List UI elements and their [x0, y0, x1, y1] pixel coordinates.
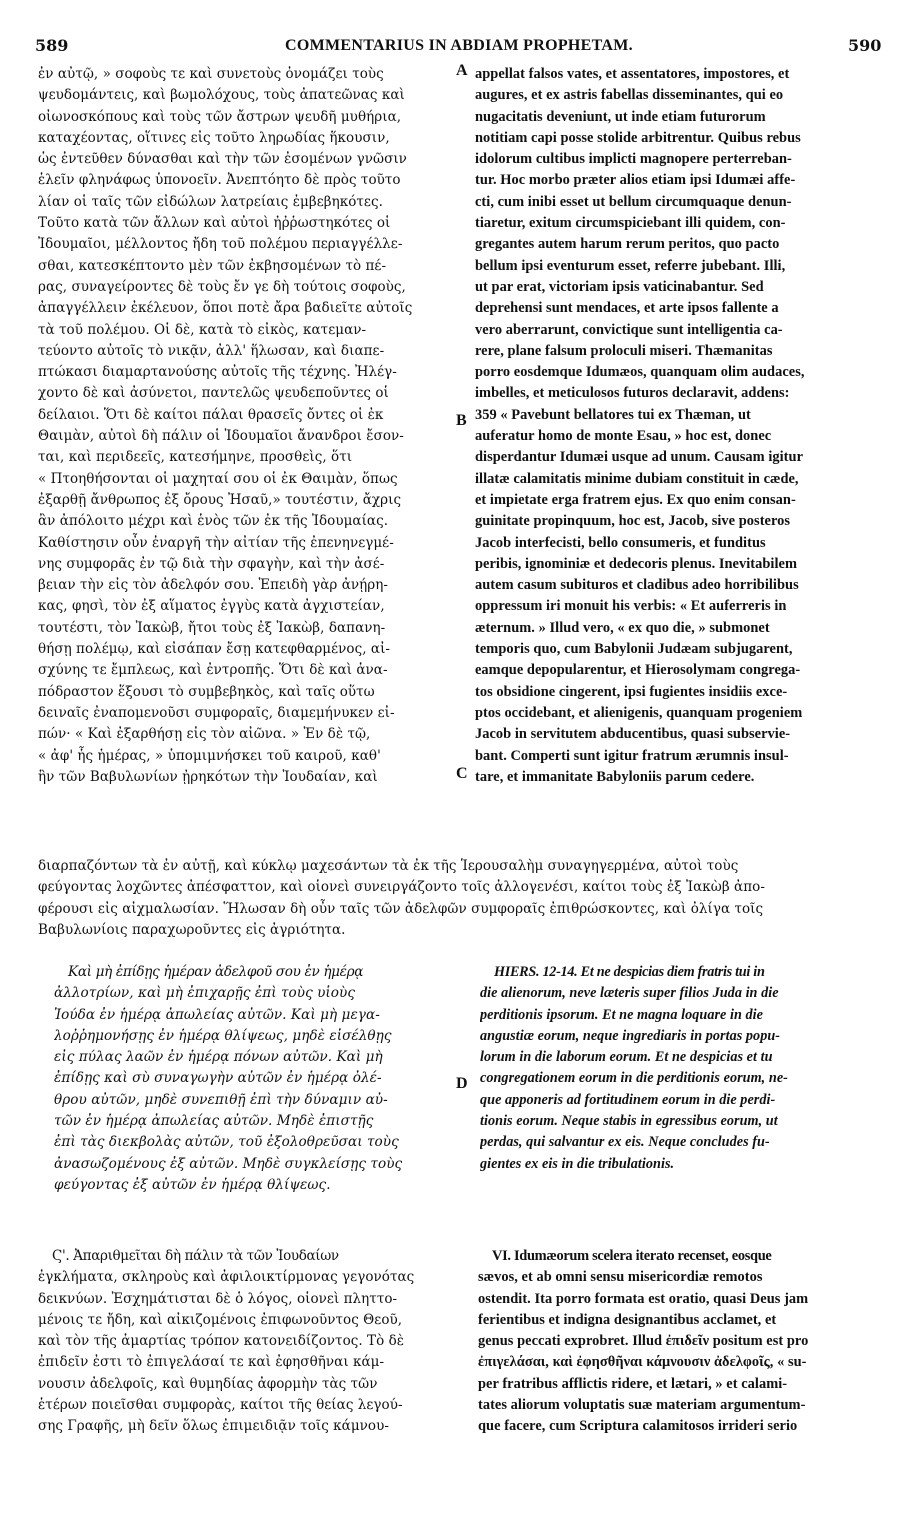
page-title: COMMENTARIUS IN ABDIAM PROPHETAM. [285, 37, 633, 54]
text-line: πτώκασι διαμαρτανούσης αὐτοῖς τῆς τέχνης. Ἠλέγ- [38, 364, 397, 381]
text-line: et impietate erga fratrem ejus. Ex quo enim consan- [475, 491, 796, 508]
margin-mark-c: C [456, 765, 468, 782]
text-line: « Πτοηθήσονται οἱ μαχηταί σου οἱ ἐκ Θαιμὰν, ὅπως [38, 470, 398, 487]
text-line: æternum. » Illud vero, « ex quo die, » submonet [475, 619, 770, 636]
text-line: bant. Comperti sunt igitur fratrum ærumnis insul- [475, 747, 789, 764]
text-line: disperdantur Idumæi usque ad unum. Causam igitur [475, 449, 804, 466]
text-line: ἑλεῖν φληνάφως ὑπονοεῖν. Ἀνεπτόητο δὲ πρὸς τοῦτο [38, 172, 401, 189]
latin-verse-column [480, 962, 886, 1175]
text-line: τεύοντο αὐτοῖς τὸ νικᾷν, ἀλλ' ἥλωσαν, καὶ διαπε- [38, 342, 385, 359]
text-line: λίαν οἱ ταῖς τῶν εἰδώλων λατρείαις ἐμβεβηκότες. [38, 193, 383, 210]
text-line: tare, et immanitate Babyloniis parum cedere. [475, 768, 755, 785]
page-number-right: 590 [848, 36, 882, 55]
margin-mark-b: B [456, 412, 467, 429]
text-line: tionis eorum. Neque stabis in egressibus eorum, ut [480, 1113, 778, 1130]
text-line: « ἀφ' ἧς ἡμέρας, » ὑπομιμνήσκει τοῦ καιροῦ, καθ' [38, 747, 381, 764]
text-line: ἣν τῶν Βαβυλωνίων ᾐρηκότων τὴν Ἰουδαίαν, καὶ [38, 768, 378, 785]
text-line: angustiæ eorum, neque ingrediaris in portas popu- [480, 1027, 781, 1044]
text-line: illatæ calamitatis minime dubiam constituit in cæde, [475, 470, 799, 487]
text-line: tos obsidione cingerent, ipsi fugientes insidiis exce- [475, 683, 788, 700]
text-line: die alienorum, neve læteris super filios Juda in die [480, 985, 779, 1002]
text-line: θρου αὐτῶν, μηδὲ συνεπιθῇ ἐπὶ τὴν δύναμιν αὐ- [54, 1091, 388, 1108]
text-line: perdas, qui salvantur ex eis. Neque concludes fu- [480, 1134, 770, 1151]
text-line: Καθίστησιν οὖν ἐναργῆ τὴν αἰτίαν τῆς ἐπενηνεγμέ- [38, 534, 394, 551]
text-line: τὰ τοῦ πολέμου. Οἱ δὲ, κατὰ τὸ εἰκὸς, κατεμαν- [38, 321, 367, 338]
text-line: δεικνύων. Ἐσχημάτισται δὲ ὁ λόγος, οἱονεὶ πληττο- [38, 1290, 398, 1307]
margin-mark-a: A [456, 62, 468, 79]
text-line: νης συμφορᾶς ἐν τῷ διὰ τὴν σφαγὴν, καὶ τὴν ἀσέ- [38, 555, 385, 572]
text-line: φεύγοντας ἐξ αὐτῶν ἐν ἡμέρᾳ θλίψεως. [54, 1176, 331, 1193]
text-line: φεύγοντας λοχῶντες ἀπέσφαττον, καὶ οἱονεὶ συνειργάζοντο τοῖς ἀλλογενέσι, καίτοι τοὺς ἐξ Ἰακὼβ ἀπο- [38, 879, 765, 896]
text-line: καταχέοντας, οἵτινες εἰς τοῦτο ληρωδίας ἥκουσιν, [38, 129, 390, 146]
text-line: Βαβυλωνίοις παραχωροῦντες εἰς ἀγριότητα. [38, 921, 346, 938]
greek-commentary-column [38, 1246, 458, 1438]
text-line: ἐγκλήματα, σκληροὺς καὶ ἀφιλοικτίρμονας γεγονότας [38, 1269, 415, 1286]
text-line: Jacob in servitutem abducentibus, quasi subservie- [475, 726, 791, 743]
text-line: imbelles, et meticulosos futuros declaravit, addens: [475, 385, 790, 402]
text-line: σθαι, κατεσκέπτοντο μὲν τῶν ἐκβησομένων τὸ πέ- [38, 257, 387, 274]
text-line: πόδραστον ἕξουσι τὸ συμβεβηκὸς, καὶ ταῖς οὕτω [38, 683, 375, 700]
text-line: ἐπιγελάσαι, καὶ ἐφησθῆναι κάμνουσιν ἀδελφοῖς, « su- [478, 1354, 807, 1371]
text-line: Ἰούδα ἐν ἡμέρᾳ ἀπωλείας αὐτῶν. Καὶ μὴ μεγα- [54, 1006, 380, 1023]
text-line: Τοῦτο κατὰ τῶν ἄλλων καὶ αὐτοὶ ἠῤῥωστηκότες οἱ [38, 215, 391, 232]
text-line: ἀλλοτρίων, καὶ μὴ ἐπιχαρῇς ἐπὶ τοὺς υἱοὺς [54, 985, 356, 1002]
text-line: HIERS. 12-14. Et ne despicias diem fratris tui in [494, 964, 765, 980]
text-line: rere, plane falsum proloculi miseri. Thæmanitas [475, 342, 773, 359]
text-line: que apponeris ad fortitudinem eorum in die perdi- [480, 1091, 776, 1108]
text-line: tur. Hoc morbo præter alios etiam ipsi Idumæi affe- [475, 172, 796, 189]
text-line: ἐξαρθῇ ἄνθρωπος ἐξ ὄρους Ἠσαῦ,» τουτέστιν, ἄχρις [38, 491, 402, 508]
text-line: μένοις τε ἤδη, καὶ αἰκιζομένοις ἐπιφωνοῦντος Θεοῦ, [38, 1311, 403, 1328]
text-line: idolorum cultibus implicti magnopere perterreban- [475, 151, 792, 168]
text-line: ἂν ἀπόλοιτο μέχρι καὶ ἑνὸς τῶν ἐκ τῆς Ἰδουμαίας. [38, 513, 389, 530]
text-line: porro eosdemque Idumæos, quanquam olim audaces, [475, 364, 805, 381]
text-line: deprehensi sunt mendaces, et arte ipsos fallente a [475, 300, 779, 317]
text-line: guinitate propinquum, hoc est, Jacob, sive posteros [475, 513, 791, 530]
page-number-left: 589 [35, 36, 69, 55]
text-line: tates aliorum voluptatis suæ materiam argumentum- [478, 1397, 806, 1414]
latin-commentary-column [478, 1246, 888, 1438]
text-line: gientes ex eis in die tribulationis. [480, 1155, 675, 1172]
margin-mark-d: D [456, 1075, 468, 1092]
text-line: τουτέστι, τὸν Ἰακὼβ, ἤτοι τοὺς ἐξ Ἰακὼβ, δαπανη- [38, 619, 386, 636]
text-line: lorum in die laborum eorum. Et ne despicias et tu [480, 1049, 773, 1066]
text-line: ται, καὶ περιδεεῖς, κατεσήμηνε, προσθεὶς, ὅτι [38, 449, 353, 466]
greek-verse-column [54, 962, 454, 1196]
text-line: βειαν τὴν εἰς τὸν ἀδελφόν σου. Ἐπειδὴ γὰρ ἀνῄρη- [38, 577, 388, 594]
text-line: θήσῃ πολέμῳ, καὶ εἰσάπαν ἔσῃ κατεφθαρμένος, αἰ- [38, 641, 391, 658]
text-line: πών· « Καὶ ἐξαρθήσῃ εἰς τὸν αἰῶνα. » Ἐν δὲ τῷ, [38, 726, 371, 743]
text-line: per fratribus afflictis ridere, et lætari, » et calami- [478, 1375, 788, 1392]
text-line: perditionis ipsorum. Et ne magna loquare in die [480, 1006, 763, 1023]
latin-main-column [475, 64, 885, 788]
text-line: ptos occidebant, et alienigenis, quanquam progeniem [475, 704, 803, 721]
text-line: Jacob interfecisti, bello consumeris, et funditus [475, 534, 766, 551]
text-line: ὡς ἐντεῦθεν δύνασθαι καὶ τὴν τῶν ἐσομένων γνῶσιν [38, 151, 407, 168]
text-line: autem casum subituros et cladibus adeo horribilibus [475, 577, 799, 594]
text-line: eamque depopularentur, et Hierosolymam congrega- [475, 662, 801, 679]
text-line: ἀπαγγέλλειν ἐκέλευον, ὅποι ποτὲ ἄρα βαδιεῖτε αὐτοῖς [38, 300, 413, 317]
text-line: tiaretur, exitum circumspiciebant illi quidem, con- [475, 215, 786, 232]
text-line: Καὶ μὴ ἐπίδῃς ἡμέραν ἀδελφοῦ σου ἐν ἡμέρᾳ [68, 964, 364, 980]
text-line: 359 « Pavebunt bellatores tui ex Thæman, ut [475, 406, 751, 423]
text-line: sævos, et ab omni sensu misericordiæ remotos [478, 1269, 763, 1286]
text-line: que facere, cum Scriptura calamitosos irrideri serio [478, 1418, 798, 1435]
text-line: τῶν ἐν ἡμέρᾳ ἀπωλείας αὐτῶν. Μηδὲ ἐπιστῇς [54, 1113, 374, 1130]
text-line: εἰς πύλας λαῶν ἐν ἡμέρᾳ πόνων αὐτῶν. Καὶ μὴ [54, 1049, 383, 1066]
text-line: ἐπὶ τὰς διεκβολὰς αὐτῶν, τοῦ ἐξολοθρεῦσαι τοὺς [54, 1134, 399, 1151]
text-line: ut par erat, victoriam ipsis vaticinabantur. Sed [475, 278, 764, 295]
text-line: νουσιν ἀδελφοῖς, καὶ θυμηδίας ἀφορμὴν τὰς τῶν [38, 1375, 378, 1392]
text-line: auferatur homo de monte Esau, » hoc est, donec [475, 428, 772, 445]
text-line: ἐπίδῃς καὶ σὺ συναγωγὴν αὐτῶν ἐν ἡμέρᾳ ὀλέ- [54, 1070, 382, 1087]
text-line: Ϛ'. Ἀπαριθμεῖται δὴ πάλιν τὰ τῶν Ἰουδαίων [52, 1248, 339, 1264]
text-line: λοῤῥημονήσῃς ἐν ἡμέρᾳ θλίψεως, μηδὲ εἰσέλθῃς [54, 1027, 392, 1044]
text-line: congregationem eorum in die perditionis eorum, ne- [480, 1070, 788, 1087]
text-line: κας, φησὶ, τὸν ἐξ αἵματος ἐγγὺς κατὰ ἀγχιστείαν, [38, 598, 385, 615]
text-line: nugacitatis deveniunt, ut inde etiam futurorum [475, 108, 766, 125]
text-line: cti, cum inibi esset ut bellum circumquaque denun- [475, 193, 792, 210]
text-line: ἐν αὐτῷ, » σοφοὺς τε καὶ συνετοὺς ὀνομάζει τοὺς [38, 66, 384, 82]
greek-main-column [38, 64, 458, 788]
text-line: σης Γραφῆς, μὴ δεῖν ὅλως ἐπιμειδιᾷν τοῖς κάμνου- [38, 1418, 389, 1435]
greek-full-width-paragraph [38, 856, 888, 941]
text-line: VI. Idumæorum scelera iterato recenset, eosque [492, 1248, 772, 1264]
text-line: φέρουσι εἰς αἰχμαλωσίαν. Ἥλωσαν δὴ οὖν ταῖς τῶν ἀδελφῶν συμφοραῖς ἐπιθρώσκοντες, καὶ ὀλίγα τοῖς [38, 900, 764, 917]
text-line: χοντο δὲ καὶ ἀσύνετοι, παντελῶς ψευδεποῦντες οἱ [38, 385, 389, 402]
text-line: ferientibus et indigna designantibus acclamet, et [478, 1311, 777, 1328]
text-line: ἑτέρων ποιεῖσθαι συμφορὰς, καίτοι τῆς θείας λεγού- [38, 1397, 403, 1414]
text-line: ἐπιδεῖν ἐστι τὸ ἐπιγελάσαί τε καὶ ἐφησθῆναι κάμ- [38, 1354, 385, 1371]
text-line: ἀνασωζομένους ἐξ αὐτῶν. Μηδὲ συγκλείσῃς τοὺς [54, 1155, 403, 1172]
text-line: ψευδομάντεις, καὶ βωμολόχους, τοὺς ἀπατεῶνας καὶ [38, 87, 405, 104]
text-line: δειναῖς ἐναπομενοῦσι συμφοραῖς, διαμεμήνυκεν εἰ- [38, 704, 395, 721]
text-line: appellat falsos vates, et assentatores, impostores, et [475, 66, 790, 82]
text-line: vero aberrarunt, convictique sunt intelligentia ca- [475, 321, 783, 338]
text-line: ostendit. Ita porro formata est oratio, quasi Deus jam [478, 1290, 809, 1307]
text-line: δείλαιοι. Ὅτι δὲ καίτοι πάλαι θρασεῖς ὄντες οἱ ἐκ [38, 406, 384, 423]
text-line: σχύνης τε ἔμπλεως, καὶ ἐντροπῆς. Ὅτι δὲ καὶ ἀνα- [38, 662, 388, 679]
text-line: notitiam capi posse stolide arbitrentur. Quibus rebus [475, 129, 801, 146]
text-line: gregantes autem harum rerum peritos, quo pacto [475, 236, 780, 253]
text-line: genus peccati exprobret. Illud ἐπιδεῖν positum est pro [478, 1333, 809, 1350]
text-line: καὶ τὸν τῆς ἁμαρτίας τρόπον κατονειδίζοντος. Τὸ δὲ [38, 1333, 405, 1350]
text-line: bellum ipsi eventurum esset, referre jubebant. Illi, [475, 257, 786, 274]
text-line: ρας, συναγείροντες δὲ τοὺς ἔν γε δὴ τούτοις σοφοὺς, [38, 278, 406, 295]
text-line: οἰωνοσκόπους καὶ τοὺς τῶν ἄστρων ψευδῆ μυθήρια, [38, 108, 402, 125]
text-line: augures, et ex astris fabellas disseminantes, qui eo [475, 87, 784, 104]
text-line: Ἰδουμαῖοι, μέλλοντος ἤδη τοῦ πολέμου περιαγγέλλε- [38, 236, 403, 253]
text-line: Θαιμὰν, αὐτοὶ δὴ πάλιν οἱ Ἰδουμαῖοι ἄνανδροι ἔσον- [38, 428, 404, 445]
running-header [0, 34, 918, 58]
text-line: oppressum iri monuit his verbis: « Et auferreris in [475, 598, 787, 615]
text-line: διαρπαζόντων τὰ ἐν αὐτῇ, καὶ κύκλῳ μαχεσάντων τὰ ἐκ τῆς Ἱερουσαλὴμ συναγηγερμένα, αὐτοὶ τοὺς [38, 858, 739, 874]
text-line: peribis, ignominiæ et dedecoris plenus. Inevitabilem [475, 555, 798, 572]
text-line: temporis quo, cum Babylonii Judæam subjugarent, [475, 641, 793, 658]
